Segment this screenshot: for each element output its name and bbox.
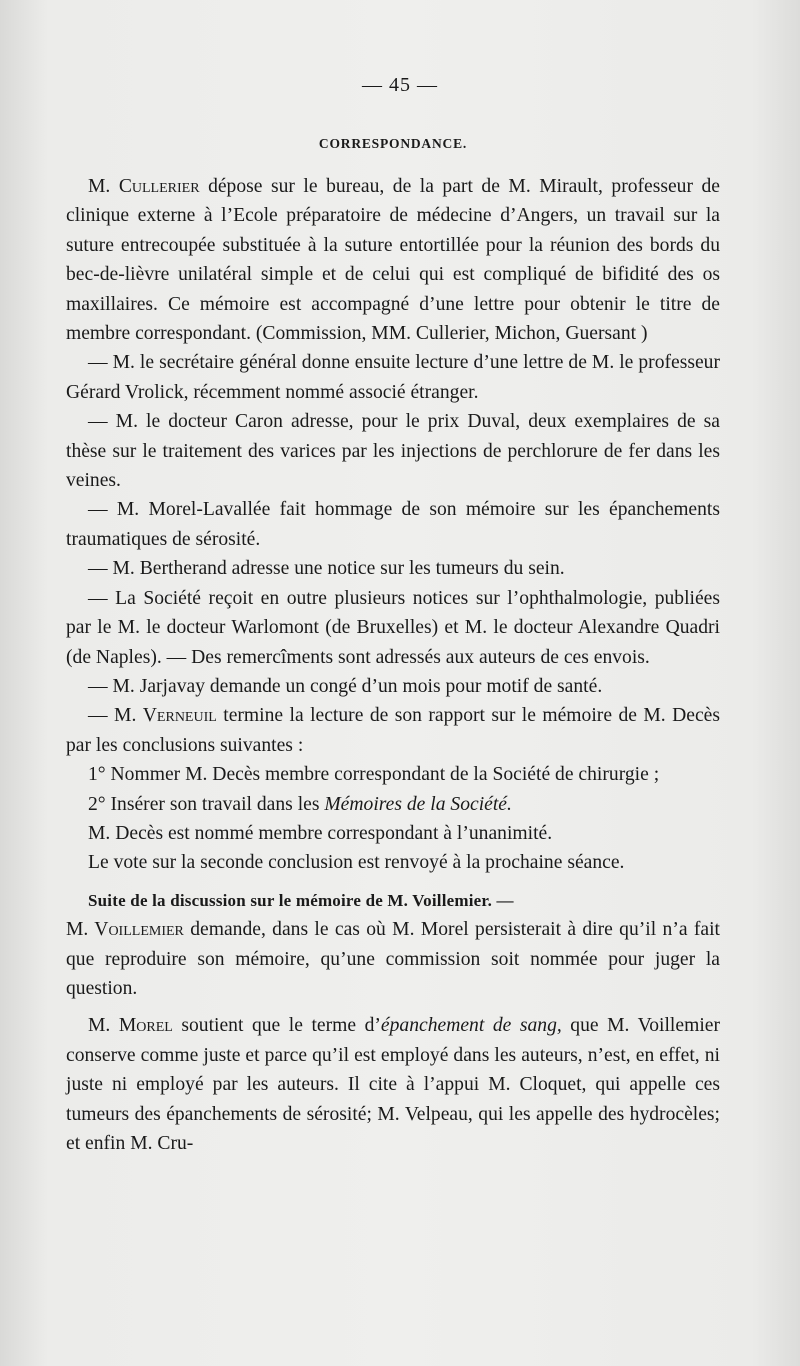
paragraph: — La Société reçoit en outre plusieurs notices sur l’ophthalmologie, publiées par le M. le docteur Warlomont (de Bruxelles) et M. le docteur Alexandre Quadri (de Naples). — Des remercîments sont adressés aux auteurs de ces envois. [66,587,720,668]
spacer [66,1003,720,1011]
paragraph: Le vote sur la seconde conclusion est renvoyé à la prochaine séance. [88,852,625,874]
discussion-heading [66,886,720,915]
italic-title: Mémoires de la Société. [324,793,512,815]
paragraph: M. Decès est nommé membre correspondant à l’unanimité. [88,822,553,844]
page-number: — 45 — [362,74,438,96]
speaker-name: M. Morel [88,1015,173,1037]
paragraph [66,1011,720,1158]
paragraph-text: dépose sur le bureau, de la part de M. Mirault, professeur de clinique externe à l’Ecole préparatoire de médecine d’Angers, un travail sur la suture entrecoupée substituée à la suture entortillée pour la réunion des bords du bec-de-lièvre unilatéral simple et de celui qui est compliqué de bifidité des os maxillaires. Ce mémoire est accompagné d’une lettre pour obtenir le titre de membre correspondant. (Commission, MM. Cullerier, Michon, Guersant ) [66,176,720,345]
speaker-name: Verneuil [142,705,217,727]
paragraph [66,172,720,348]
speaker-name: M. Voillemier [66,919,184,941]
paragraph-text: termine la lecture de son rapport sur le mémoire de M. Decès par les conclusions suivantes : [66,705,720,756]
speaker-name: M. Cullerier [88,176,200,197]
paragraph: — M. Bertherand adresse une notice sur les tumeurs du sein. [88,558,565,580]
paragraph: — M. Morel-Lavallée fait hommage de son mémoire sur les épanchements traumatiques de sérosité. [66,499,720,550]
paragraph: — M. le docteur Caron adresse, pour le prix Duval, deux exemplaires de sa thèse sur le traitement des varices par les injections de perchlorure de fer dans les veines. [66,411,720,492]
paragraph: — M. le secrétaire général donne ensuite lecture d’une lettre de M. le professeur Gérard Vrolick, récemment nommé associé étranger. [66,352,720,403]
paragraph-text: — M. [88,705,143,727]
body-text [66,172,720,1158]
paragraph-text: demande, dans le cas où M. Morel persisterait à dire qu’il n’a fait que reproduire son mémoire, qu’une commission soit nommée pour juger la question. [66,919,720,999]
paragraph-text: 2° Insérer son travail dans les [88,793,325,815]
conclusion-item: 1° Nommer M. Decès membre correspondant de la Société de chirurgie ; [88,764,660,786]
paragraph [66,915,720,1003]
paragraph-text: soutient que le terme d’ [172,1015,381,1037]
paragraph: — M. Jarjavay demande un congé d’un mois pour motif de santé. [88,675,603,697]
paragraph [66,701,720,760]
italic-term: épanchement de sang, [380,1015,562,1037]
paragraph-text: que M. Voillemier conserve comme juste et parce qu’il est employé dans les auteurs, n’est, en effet, ni juste ni employé par les auteurs. Il cite à l’appui M. Cloquet, qui appelle ces tumeurs des épanchements de sérosité; M. Velpeau, qui les appelle des hydrocèles; et enfin M. Cru- [66,1015,720,1154]
discussion-heading-text: Suite de la discussion sur le mémoire de M. Voillemier. — [88,890,514,910]
spacer [66,878,720,886]
section-title: CORRESPONDANCE. [318,136,468,151]
conclusion-item [66,790,720,819]
